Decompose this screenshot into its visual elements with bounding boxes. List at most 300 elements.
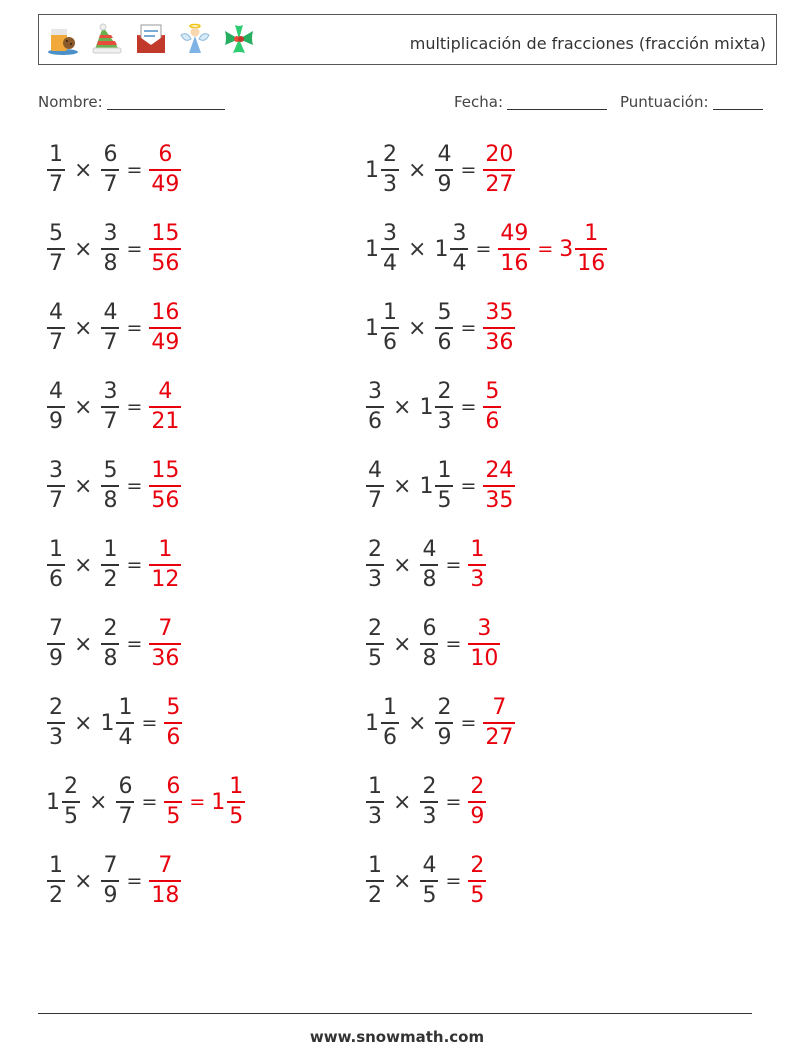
problem-item bbox=[365, 456, 516, 516]
denominator: 56 bbox=[151, 487, 180, 513]
mixed-number bbox=[419, 539, 439, 591]
fraction bbox=[467, 776, 487, 828]
denominator: 6 bbox=[485, 408, 500, 434]
fraction bbox=[46, 223, 66, 275]
times-sign: × bbox=[74, 236, 93, 262]
problem-item bbox=[46, 140, 182, 200]
header-icons bbox=[45, 21, 257, 57]
times-sign: × bbox=[74, 315, 93, 341]
numerator: 15 bbox=[151, 458, 180, 484]
mixed-number bbox=[419, 618, 439, 670]
mixed-number bbox=[467, 855, 487, 907]
equals-sign: = bbox=[126, 475, 143, 497]
denominator: 27 bbox=[485, 171, 514, 197]
denominator: 8 bbox=[103, 645, 118, 671]
fraction bbox=[100, 381, 120, 433]
denominator: 16 bbox=[577, 250, 606, 276]
fraction bbox=[482, 460, 516, 512]
denominator: 36 bbox=[485, 329, 514, 355]
equals-sign: = bbox=[126, 554, 143, 576]
fraction bbox=[46, 539, 66, 591]
mixed-number bbox=[365, 144, 400, 196]
numerator: 1 bbox=[118, 695, 133, 721]
fraction bbox=[115, 776, 135, 828]
numerator: 1 bbox=[368, 774, 382, 800]
denominator: 5 bbox=[64, 803, 78, 829]
times-sign: × bbox=[74, 868, 93, 894]
fraction bbox=[434, 697, 454, 749]
mixed-number bbox=[467, 618, 501, 670]
answer bbox=[482, 460, 516, 512]
fraction bbox=[100, 618, 120, 670]
fraction bbox=[419, 776, 439, 828]
answer bbox=[148, 302, 182, 354]
answer bbox=[148, 381, 182, 433]
problem-item bbox=[46, 456, 182, 516]
times-sign: × bbox=[74, 631, 93, 657]
denominator: 2 bbox=[49, 882, 63, 908]
christmas-letter-icon bbox=[133, 21, 169, 57]
problem-item bbox=[365, 614, 501, 674]
times-sign: × bbox=[89, 789, 108, 815]
score-label: Puntuación: bbox=[620, 93, 709, 111]
mixed-number bbox=[148, 855, 182, 907]
fraction bbox=[100, 539, 120, 591]
times-sign: × bbox=[408, 710, 427, 736]
answer bbox=[482, 302, 516, 354]
denominator: 7 bbox=[103, 408, 118, 434]
numerator: 4 bbox=[422, 853, 437, 879]
mixed-number bbox=[46, 223, 66, 275]
fraction bbox=[148, 144, 182, 196]
fraction bbox=[365, 381, 385, 433]
fraction bbox=[100, 302, 120, 354]
numerator: 16 bbox=[151, 300, 180, 326]
numerator: 20 bbox=[485, 142, 514, 168]
fraction bbox=[100, 460, 120, 512]
equals-sign: = bbox=[141, 712, 158, 734]
numerator: 7 bbox=[158, 853, 173, 879]
numerator: 5 bbox=[166, 695, 181, 721]
numerator: 2 bbox=[422, 774, 437, 800]
answer bbox=[148, 144, 182, 196]
equals-sign: = bbox=[475, 238, 492, 260]
fraction bbox=[100, 144, 120, 196]
numerator: 3 bbox=[477, 616, 492, 642]
whole-part: 1 bbox=[419, 473, 434, 499]
holly-icon bbox=[221, 21, 257, 57]
mixed-number bbox=[148, 223, 182, 275]
denominator: 4 bbox=[383, 250, 397, 276]
answer bbox=[497, 223, 608, 275]
mixed-number bbox=[46, 697, 66, 749]
mixed-number bbox=[115, 776, 135, 828]
numerator: 2 bbox=[368, 616, 382, 642]
denominator: 6 bbox=[383, 724, 397, 750]
fraction bbox=[46, 302, 66, 354]
mixed-number bbox=[419, 381, 454, 433]
fraction bbox=[467, 539, 487, 591]
numerator: 1 bbox=[49, 537, 63, 563]
answer bbox=[467, 539, 487, 591]
fraction bbox=[434, 381, 454, 433]
mixed-number bbox=[46, 460, 66, 512]
fraction bbox=[419, 539, 439, 591]
fraction bbox=[449, 223, 469, 275]
mixed-number bbox=[46, 855, 66, 907]
mixed-number bbox=[467, 776, 487, 828]
answer bbox=[163, 776, 246, 828]
equals-sign: = bbox=[445, 633, 462, 655]
equals-sign: = bbox=[460, 396, 477, 418]
denominator: 7 bbox=[103, 329, 118, 355]
numerator: 6 bbox=[118, 774, 133, 800]
problem-item bbox=[365, 535, 487, 595]
numerator: 1 bbox=[470, 537, 485, 563]
numerator: 3 bbox=[368, 379, 382, 405]
denominator: 16 bbox=[500, 250, 529, 276]
numerator: 7 bbox=[103, 853, 118, 879]
answer bbox=[163, 697, 183, 749]
equals-sign: = bbox=[126, 870, 143, 892]
mixed-number bbox=[148, 302, 182, 354]
times-sign: × bbox=[393, 868, 412, 894]
equals-sign: = bbox=[460, 712, 477, 734]
mixed-number bbox=[434, 697, 454, 749]
denominator: 49 bbox=[151, 171, 180, 197]
equals-sign: = bbox=[126, 396, 143, 418]
numerator: 1 bbox=[437, 458, 452, 484]
fraction bbox=[148, 460, 182, 512]
fraction bbox=[61, 776, 81, 828]
denominator: 36 bbox=[151, 645, 180, 671]
problem-item bbox=[365, 298, 516, 358]
numerator: 49 bbox=[500, 221, 529, 247]
denominator: 6 bbox=[166, 724, 181, 750]
denominator: 8 bbox=[422, 645, 437, 671]
problem-item bbox=[46, 298, 182, 358]
mixed-number bbox=[100, 223, 120, 275]
answer bbox=[148, 855, 182, 907]
denominator: 7 bbox=[368, 487, 382, 513]
denominator: 21 bbox=[151, 408, 180, 434]
mixed-number bbox=[365, 381, 385, 433]
mixed-number bbox=[559, 223, 608, 275]
denominator: 12 bbox=[151, 566, 180, 592]
mixed-number bbox=[419, 855, 439, 907]
mixed-number bbox=[482, 144, 516, 196]
denominator: 4 bbox=[118, 724, 133, 750]
numerator: 1 bbox=[383, 695, 397, 721]
numerator: 3 bbox=[103, 221, 118, 247]
equals-sign: = bbox=[445, 870, 462, 892]
problem-item bbox=[46, 535, 182, 595]
times-sign: × bbox=[393, 789, 412, 815]
denominator: 3 bbox=[470, 566, 485, 592]
numerator: 1 bbox=[158, 537, 173, 563]
mixed-number bbox=[482, 302, 516, 354]
numerator: 1 bbox=[229, 774, 244, 800]
numerator: 7 bbox=[158, 616, 173, 642]
denominator: 5 bbox=[422, 882, 437, 908]
times-sign: × bbox=[408, 157, 427, 183]
whole-part: 1 bbox=[434, 236, 449, 262]
answer bbox=[148, 539, 182, 591]
denominator: 4 bbox=[452, 250, 467, 276]
fraction bbox=[100, 223, 120, 275]
times-sign: × bbox=[74, 473, 93, 499]
times-sign: × bbox=[393, 394, 412, 420]
numerator: 5 bbox=[103, 458, 118, 484]
whole-part: 1 bbox=[365, 315, 379, 341]
denominator: 9 bbox=[470, 803, 485, 829]
numerator: 1 bbox=[383, 300, 397, 326]
mixed-number bbox=[46, 144, 66, 196]
numerator: 35 bbox=[485, 300, 514, 326]
denominator: 3 bbox=[422, 803, 437, 829]
fraction bbox=[365, 855, 385, 907]
numerator: 1 bbox=[49, 853, 63, 879]
numerator: 5 bbox=[485, 379, 500, 405]
fraction bbox=[46, 144, 66, 196]
numerator: 3 bbox=[103, 379, 118, 405]
mixed-number bbox=[497, 223, 531, 275]
denominator: 7 bbox=[118, 803, 133, 829]
score-line[interactable] bbox=[713, 93, 763, 110]
answer-equals-sign: = bbox=[537, 238, 554, 260]
fraction bbox=[115, 697, 135, 749]
numerator: 6 bbox=[166, 774, 181, 800]
fraction bbox=[419, 618, 439, 670]
mixed-number bbox=[100, 460, 120, 512]
denominator: 7 bbox=[103, 171, 118, 197]
mixed-number bbox=[163, 697, 183, 749]
whole-part: 1 bbox=[365, 710, 379, 736]
equals-sign: = bbox=[126, 633, 143, 655]
denominator: 9 bbox=[103, 882, 118, 908]
whole-part: 1 bbox=[211, 789, 226, 815]
mixed-number bbox=[100, 539, 120, 591]
mixed-number bbox=[163, 776, 183, 828]
answer bbox=[148, 223, 182, 275]
answer bbox=[482, 144, 516, 196]
date-line[interactable] bbox=[507, 93, 607, 110]
problem-item bbox=[365, 140, 516, 200]
times-sign: × bbox=[408, 236, 427, 262]
fraction bbox=[148, 618, 182, 670]
fraction bbox=[380, 302, 400, 354]
date-label: Fecha: bbox=[454, 93, 504, 111]
times-sign: × bbox=[408, 315, 427, 341]
mixed-number bbox=[211, 776, 246, 828]
denominator: 5 bbox=[166, 803, 181, 829]
denominator: 10 bbox=[470, 645, 499, 671]
denominator: 9 bbox=[437, 171, 452, 197]
mixed-number bbox=[482, 697, 516, 749]
denominator: 56 bbox=[151, 250, 180, 276]
numerator: 4 bbox=[49, 379, 63, 405]
worksheet-header bbox=[38, 14, 777, 65]
answer bbox=[482, 697, 516, 749]
denominator: 6 bbox=[437, 329, 452, 355]
numerator: 2 bbox=[368, 537, 382, 563]
fraction bbox=[365, 618, 385, 670]
whole-part: 1 bbox=[46, 789, 60, 815]
numerator: 2 bbox=[437, 695, 452, 721]
fraction bbox=[163, 697, 183, 749]
fraction bbox=[380, 223, 400, 275]
numerator: 1 bbox=[49, 142, 63, 168]
numerator: 3 bbox=[383, 221, 397, 247]
fraction bbox=[148, 302, 182, 354]
coffee-mug-icon bbox=[45, 21, 81, 57]
worksheet-title: multiplicación de fracciones (fracción mixta) bbox=[409, 34, 766, 53]
denominator: 3 bbox=[368, 803, 382, 829]
numerator: 5 bbox=[437, 300, 452, 326]
times-sign: × bbox=[393, 473, 412, 499]
problem-item bbox=[46, 851, 182, 911]
equals-sign: = bbox=[141, 791, 158, 813]
fraction bbox=[46, 460, 66, 512]
numerator: 24 bbox=[485, 458, 514, 484]
problem-item bbox=[365, 219, 608, 279]
mixed-number bbox=[148, 539, 182, 591]
denominator: 6 bbox=[383, 329, 397, 355]
answer-equals-sign: = bbox=[189, 791, 206, 813]
mixed-number bbox=[365, 618, 385, 670]
fraction bbox=[380, 144, 400, 196]
mixed-number bbox=[100, 855, 120, 907]
equals-sign: = bbox=[460, 317, 477, 339]
numerator: 4 bbox=[437, 142, 452, 168]
denominator: 9 bbox=[49, 645, 63, 671]
numerator: 2 bbox=[49, 695, 63, 721]
denominator: 7 bbox=[49, 250, 63, 276]
mixed-number bbox=[46, 302, 66, 354]
mixed-number bbox=[148, 144, 182, 196]
times-sign: × bbox=[74, 157, 93, 183]
mixed-number bbox=[46, 618, 66, 670]
numerator: 6 bbox=[422, 616, 437, 642]
fraction bbox=[434, 302, 454, 354]
mixed-number bbox=[148, 381, 182, 433]
equals-sign: = bbox=[460, 475, 477, 497]
mixed-number bbox=[434, 302, 454, 354]
times-sign: × bbox=[74, 710, 93, 736]
numerator: 15 bbox=[151, 221, 180, 247]
name-field bbox=[38, 93, 225, 111]
numerator: 1 bbox=[103, 537, 118, 563]
problem-item bbox=[365, 693, 516, 753]
times-sign: × bbox=[393, 631, 412, 657]
fraction bbox=[482, 302, 516, 354]
problem-item bbox=[46, 693, 183, 753]
denominator: 6 bbox=[49, 566, 63, 592]
fraction bbox=[467, 618, 501, 670]
mixed-number bbox=[467, 539, 487, 591]
mixed-number bbox=[100, 302, 120, 354]
whole-part: 1 bbox=[419, 394, 434, 420]
numerator: 7 bbox=[492, 695, 507, 721]
equals-sign: = bbox=[445, 554, 462, 576]
denominator: 2 bbox=[368, 882, 382, 908]
mixed-number bbox=[46, 381, 66, 433]
mixed-number bbox=[46, 539, 66, 591]
numerator: 6 bbox=[158, 142, 173, 168]
fraction bbox=[148, 539, 182, 591]
mixed-number bbox=[365, 855, 385, 907]
fraction bbox=[365, 539, 385, 591]
whole-part: 1 bbox=[365, 157, 379, 183]
denominator: 35 bbox=[485, 487, 514, 513]
denominator: 27 bbox=[485, 724, 514, 750]
santa-hat-icon bbox=[89, 21, 125, 57]
denominator: 7 bbox=[49, 329, 63, 355]
problem-item bbox=[46, 614, 182, 674]
equals-sign: = bbox=[126, 317, 143, 339]
denominator: 49 bbox=[151, 329, 180, 355]
problem-item bbox=[365, 851, 487, 911]
footer-url: www.snowmath.com bbox=[309, 1028, 485, 1046]
name-line[interactable] bbox=[107, 93, 225, 110]
fraction bbox=[100, 855, 120, 907]
numerator: 2 bbox=[437, 379, 452, 405]
mixed-number bbox=[100, 381, 120, 433]
whole-part: 1 bbox=[365, 236, 379, 262]
fraction bbox=[46, 697, 66, 749]
mixed-number bbox=[148, 618, 182, 670]
numerator: 1 bbox=[368, 853, 382, 879]
numerator: 3 bbox=[452, 221, 467, 247]
denominator: 18 bbox=[151, 882, 180, 908]
problem-item bbox=[365, 377, 502, 437]
mixed-number bbox=[100, 697, 135, 749]
fraction bbox=[148, 223, 182, 275]
fraction bbox=[46, 381, 66, 433]
mixed-number bbox=[365, 460, 385, 512]
answer bbox=[467, 618, 501, 670]
times-sign: × bbox=[74, 552, 93, 578]
denominator: 8 bbox=[422, 566, 437, 592]
mixed-number bbox=[434, 223, 469, 275]
fraction bbox=[148, 855, 182, 907]
answer bbox=[482, 381, 502, 433]
denominator: 5 bbox=[368, 645, 382, 671]
numerator: 1 bbox=[584, 221, 599, 247]
mixed-number bbox=[148, 460, 182, 512]
numerator: 4 bbox=[422, 537, 437, 563]
numerator: 4 bbox=[49, 300, 63, 326]
fraction bbox=[434, 144, 454, 196]
times-sign: × bbox=[74, 394, 93, 420]
mixed-number bbox=[482, 460, 516, 512]
numerator: 6 bbox=[103, 142, 118, 168]
problem-item bbox=[46, 377, 182, 437]
mixed-number bbox=[482, 381, 502, 433]
answer bbox=[148, 460, 182, 512]
fraction bbox=[365, 460, 385, 512]
fraction bbox=[365, 776, 385, 828]
denominator: 5 bbox=[437, 487, 452, 513]
denominator: 7 bbox=[49, 171, 63, 197]
equals-sign: = bbox=[126, 238, 143, 260]
fraction bbox=[467, 855, 487, 907]
whole-part: 1 bbox=[100, 710, 115, 736]
problem-item bbox=[365, 772, 487, 832]
denominator: 8 bbox=[103, 250, 118, 276]
fraction bbox=[380, 697, 400, 749]
angel-icon bbox=[177, 21, 213, 57]
